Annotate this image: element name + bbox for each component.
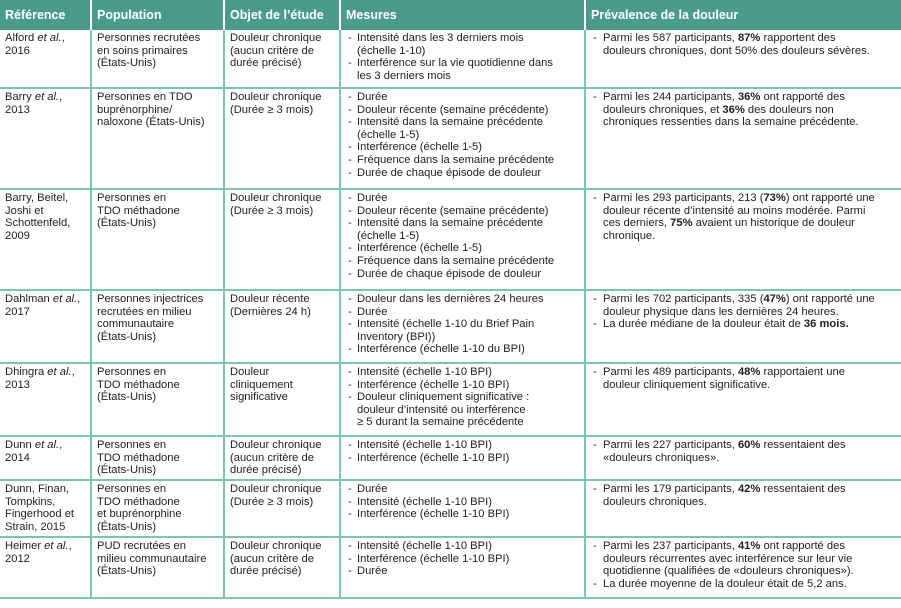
- prevalence-item: - La durée moyenne de la douleur était de 5,2 ans.: [591, 578, 897, 591]
- cell-objet: [224, 30, 340, 88]
- objet-text: Douleur chronique (aucun critère de durée précisé): [230, 540, 322, 578]
- cell-prevalence: [585, 189, 901, 290]
- cell-population: [91, 537, 224, 598]
- reference-text: Dunn et al., 2014: [5, 439, 63, 464]
- cell-prevalence: [585, 290, 901, 363]
- objet-text: Douleur chronique (Durée ≥ 3 mois): [230, 91, 322, 116]
- mesure-item: - Intensité dans la semaine précédente (échelle 1-5): [346, 116, 580, 141]
- prevalence-item: - Parmi les 237 participants, 41% ont rapporté des douleurs récurrentes avec interférence sur leur vie quotidienne (qualifiées de «douleurs chroniques»).: [591, 540, 897, 578]
- table-row: [0, 290, 901, 363]
- reference-text: Barry, Beitel, Joshi et Schottenfeld, 2009: [5, 192, 71, 242]
- mesures-list: [346, 439, 580, 464]
- reference-text: Dahlman et al., 2017: [5, 293, 81, 318]
- mesure-item: - Durée: [346, 192, 580, 205]
- prevalence-list: [591, 91, 897, 129]
- mesure-item: - Fréquence dans la semaine précédente: [346, 154, 580, 167]
- mesure-item: - Douleur dans les dernières 24 heures: [346, 293, 580, 306]
- header-prevalence: Prévalence de la douleur: [585, 0, 901, 30]
- table-row: [0, 363, 901, 436]
- objet-text: Douleur cliniquement significative: [230, 366, 293, 404]
- prevalence-item: - La durée médiane de la douleur était de 36 mois.: [591, 318, 897, 331]
- mesure-item: - Intensité (échelle 1-10 BPI): [346, 366, 580, 379]
- cell-objet: [224, 189, 340, 290]
- mesure-item: - Interférence (échelle 1-10 du BPI): [346, 343, 580, 356]
- prevalence-item: - Parmi les 587 participants, 87% rapportent des douleurs chroniques, dont 50% des douleurs sévères.: [591, 32, 897, 57]
- mesure-item: - Intensité dans la semaine précédente (échelle 1-5): [346, 217, 580, 242]
- prevalence-item: - Parmi les 293 participants, 213 (73%) ont rapporté une douleur récente d’intensité au moins modérée. Parmi ces derniers, 75% avaient un historique de douleur chronique.: [591, 192, 897, 242]
- population-text: Personnes en TDO méthadone (États-Unis): [97, 366, 180, 404]
- cell-mesures: [340, 363, 585, 436]
- cell-mesures: [340, 436, 585, 480]
- cell-objet: [224, 537, 340, 598]
- mesures-list: [346, 366, 580, 429]
- mesures-list: [346, 293, 580, 356]
- cell-reference: [0, 88, 91, 189]
- table-row: [0, 189, 901, 290]
- mesures-list: [346, 32, 580, 82]
- mesure-item: - Interférence (échelle 1-5): [346, 242, 580, 255]
- cell-mesures: [340, 88, 585, 189]
- table-body: [0, 30, 901, 598]
- mesure-item: - Intensité (échelle 1-10 BPI): [346, 496, 580, 509]
- cell-prevalence: [585, 88, 901, 189]
- mesure-item: - Interférence (échelle 1-10 BPI): [346, 553, 580, 566]
- cell-population: [91, 363, 224, 436]
- mesure-item: - Interférence (échelle 1-10 BPI): [346, 379, 580, 392]
- mesure-item: - Douleur récente (semaine précédente): [346, 205, 580, 218]
- mesure-item: - Interférence (échelle 1-10 BPI): [346, 452, 580, 465]
- population-text: Personnes en TDO buprénorphine/ naloxone (États-Unis): [97, 91, 205, 129]
- cell-objet: [224, 363, 340, 436]
- reference-text: Alford et al., 2016: [5, 32, 65, 57]
- cell-mesures: [340, 480, 585, 537]
- prevalence-list: [591, 192, 897, 242]
- table-row: [0, 30, 901, 88]
- objet-text: Douleur récente (Dernières 24 h): [230, 293, 311, 318]
- prevalence-item: - Parmi les 227 participants, 60% ressentaient des «douleurs chroniques».: [591, 439, 897, 464]
- cell-objet: [224, 436, 340, 480]
- objet-text: Douleur chronique (aucun critère de durée précisé): [230, 32, 322, 70]
- header-population: Population: [91, 0, 224, 30]
- mesures-list: [346, 192, 580, 280]
- mesure-item: - Intensité dans les 3 derniers mois (échelle 1-10): [346, 32, 580, 57]
- cell-prevalence: [585, 436, 901, 480]
- mesures-list: [346, 483, 580, 521]
- cell-reference: [0, 363, 91, 436]
- cell-prevalence: [585, 363, 901, 436]
- prevalence-list: [591, 483, 897, 508]
- mesure-item: - Durée: [346, 483, 580, 496]
- prevalence-list: [591, 540, 897, 590]
- header-objet: Objet de l’étude: [224, 0, 340, 30]
- prevalence-item: - Parmi les 244 participants, 36% ont rapporté des douleurs chroniques, et 36% des douleurs non chroniques ressenties dans la semaine précédente.: [591, 91, 897, 129]
- table-row: [0, 537, 901, 598]
- population-text: Personnes recrutées en soins primaires (États-Unis): [97, 32, 201, 70]
- mesure-item: - Interférence (échelle 1-10 BPI): [346, 508, 580, 521]
- objet-text: Douleur chronique (Durée ≥ 3 mois): [230, 192, 322, 217]
- cell-population: [91, 30, 224, 88]
- mesures-list: [346, 540, 580, 578]
- prevalence-list: [591, 293, 897, 331]
- objet-text: Douleur chronique (aucun critère de durée précisé): [230, 439, 322, 477]
- cell-mesures: [340, 189, 585, 290]
- cell-population: [91, 290, 224, 363]
- mesure-item: - Intensité (échelle 1-10 BPI): [346, 540, 580, 553]
- header-reference: Référence: [0, 0, 91, 30]
- cell-reference: [0, 480, 91, 537]
- mesure-item: - Douleur cliniquement significative : douleur d’intensité ou interférence ≥ 5 durant la semaine précédente: [346, 391, 580, 429]
- cell-population: [91, 436, 224, 480]
- cell-prevalence: [585, 480, 901, 537]
- mesure-item: - Interférence (échelle 1-5): [346, 141, 580, 154]
- population-text: Personnes en TDO méthadone et buprénorphine (États-Unis): [97, 483, 182, 533]
- table-header-row: [0, 0, 901, 30]
- mesures-list: [346, 91, 580, 179]
- objet-text: Douleur chronique (Durée ≥ 3 mois): [230, 483, 322, 508]
- cell-population: [91, 88, 224, 189]
- cell-reference: [0, 537, 91, 598]
- prevalence-list: [591, 439, 897, 464]
- mesure-item: - Intensité (échelle 1-10 du Brief Pain Inventory (BPI)): [346, 318, 580, 343]
- table-row: [0, 436, 901, 480]
- mesure-item: - Durée de chaque épisode de douleur: [346, 167, 580, 180]
- prevalence-item: - Parmi les 702 participants, 335 (47%) ont rapporté une douleur physique dans les dernières 24 heures.: [591, 293, 897, 318]
- mesure-item: - Durée: [346, 91, 580, 104]
- cell-objet: [224, 290, 340, 363]
- mesure-item: - Fréquence dans la semaine précédente: [346, 255, 580, 268]
- population-text: Personnes en TDO méthadone (États-Unis): [97, 192, 180, 230]
- cell-mesures: [340, 290, 585, 363]
- reference-text: Dunn, Finan, Tompkins, Fingerhood et Strain, 2015: [5, 483, 75, 533]
- prevalence-list: [591, 366, 897, 391]
- table-row: [0, 88, 901, 189]
- cell-mesures: [340, 537, 585, 598]
- reference-text: Barry et al., 2013: [5, 91, 63, 116]
- mesure-item: - Durée de chaque épisode de douleur: [346, 268, 580, 281]
- reference-text: Heimer et al., 2012: [5, 540, 72, 565]
- cell-prevalence: [585, 537, 901, 598]
- mesure-item: - Interférence sur la vie quotidienne dans les 3 derniers mois: [346, 57, 580, 82]
- mesure-item: - Durée: [346, 306, 580, 319]
- cell-population: [91, 480, 224, 537]
- cell-prevalence: [585, 30, 901, 88]
- cell-objet: [224, 88, 340, 189]
- cell-reference: [0, 436, 91, 480]
- cell-reference: [0, 189, 91, 290]
- mesure-item: - Intensité (échelle 1-10 BPI): [346, 439, 580, 452]
- cell-mesures: [340, 30, 585, 88]
- header-mesures: Mesures: [340, 0, 585, 30]
- reference-text: Dhingra et al., 2013: [5, 366, 75, 391]
- mesure-item: - Douleur récente (semaine précédente): [346, 104, 580, 117]
- population-text: Personnes en TDO méthadone (États-Unis): [97, 439, 180, 477]
- mesure-item: - Durée: [346, 565, 580, 578]
- prevalence-item: - Parmi les 489 participants, 48% rapportaient une douleur cliniquement significative.: [591, 366, 897, 391]
- prevalence-item: - Parmi les 179 participants, 42% ressentaient des douleurs chroniques.: [591, 483, 897, 508]
- population-text: PUD recrutées en milieu communautaire (États-Unis): [97, 540, 207, 578]
- prevalence-list: [591, 32, 897, 57]
- population-text: Personnes injectrices recrutées en milieu communautaire (États-Unis): [97, 293, 204, 343]
- cell-reference: [0, 30, 91, 88]
- cell-objet: [224, 480, 340, 537]
- cell-reference: [0, 290, 91, 363]
- cell-population: [91, 189, 224, 290]
- table-row: [0, 480, 901, 537]
